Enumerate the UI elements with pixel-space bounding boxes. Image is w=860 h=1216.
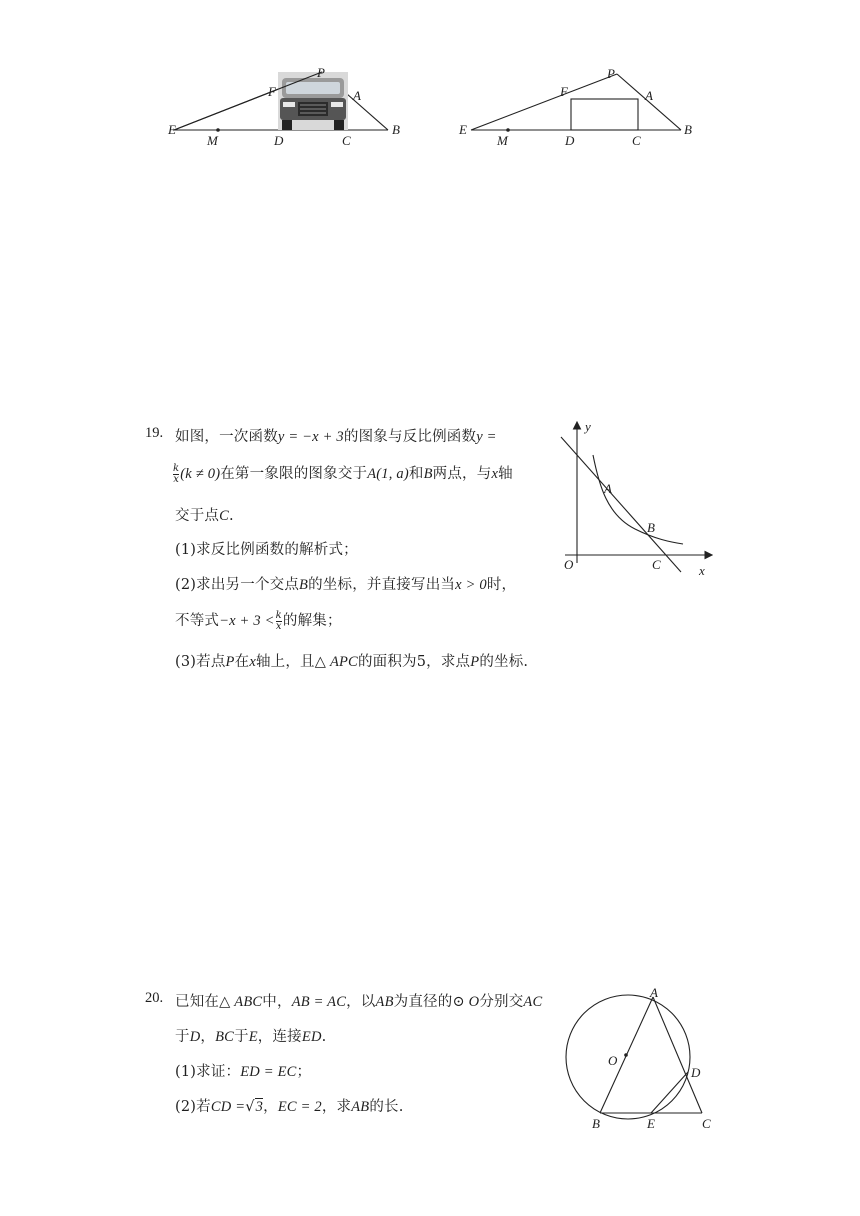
math: EC = 2	[277, 1099, 322, 1115]
right-geometry-figure	[455, 60, 705, 155]
math: C	[219, 508, 229, 524]
text: 交于点	[175, 508, 220, 524]
q19-number: 19.	[145, 425, 164, 441]
text: 的坐标，并直接写出当	[308, 577, 456, 593]
text: .	[228, 508, 234, 524]
label-E: E	[459, 122, 467, 137]
math: x > 0	[455, 577, 487, 593]
denominator: x	[173, 473, 180, 485]
q20-number: 20.	[145, 990, 164, 1006]
car-photo	[278, 72, 348, 130]
label-C: C	[652, 557, 661, 572]
q19-part2-inequality	[175, 609, 342, 632]
math: ⊙ O	[452, 994, 480, 1010]
label-C: C	[632, 133, 641, 148]
point-M	[506, 128, 510, 132]
q19-part1: (1)求反比例函数的解析式；	[175, 542, 358, 558]
label-M: M	[207, 133, 218, 148]
text: (2)若	[175, 1099, 211, 1115]
label-P: P	[607, 66, 615, 81]
label-D: D	[274, 133, 284, 148]
math: −x + 3 <	[219, 613, 275, 629]
segment-EP	[471, 74, 617, 130]
denominator: x	[275, 620, 282, 632]
math: P	[470, 654, 480, 670]
label-C: C	[342, 133, 351, 148]
label-F: F	[268, 84, 276, 99]
text: 于	[234, 1029, 249, 1045]
text: ，连接	[257, 1029, 302, 1045]
numerator: k	[275, 609, 282, 621]
math: ED = EC	[240, 1064, 297, 1080]
label-B: B	[392, 122, 400, 137]
q19-part3	[175, 650, 528, 671]
label-D: D	[565, 133, 575, 148]
label-E: E	[647, 1116, 655, 1131]
math: D	[189, 1029, 201, 1045]
text: 的坐标.	[479, 654, 529, 670]
q19-stem-line2	[172, 462, 513, 485]
text: ，	[200, 1029, 216, 1045]
label-B: B	[647, 520, 655, 535]
numerator: k	[173, 462, 180, 474]
q20-stem-line1	[175, 990, 542, 1011]
segment-AC	[653, 997, 702, 1113]
label-F: F	[560, 84, 568, 99]
text: 在	[234, 654, 250, 670]
math: P	[225, 654, 235, 670]
rectangle-FDCA	[571, 99, 638, 130]
text: (3)若点	[175, 654, 226, 670]
math: B	[299, 577, 309, 593]
label-y: y	[585, 419, 591, 434]
text: .	[321, 1029, 327, 1045]
fraction-k-over-x	[173, 464, 179, 485]
label-B: B	[684, 122, 692, 137]
math: △ ABC	[219, 994, 263, 1010]
q19-part2	[175, 573, 516, 594]
text: 时，	[486, 577, 517, 593]
text: (2)求出另一个交点	[175, 577, 300, 593]
text: 两点，与	[432, 466, 492, 482]
math: (k ≠ 0)	[180, 466, 221, 482]
label-A: A	[353, 88, 361, 103]
text: 和	[408, 466, 424, 482]
label-P: P	[317, 65, 325, 80]
text: 的图象与反比例函数	[343, 429, 477, 445]
math: y = −x + 3	[277, 429, 344, 445]
math: AC	[523, 994, 543, 1010]
text: 不等式	[175, 613, 220, 629]
text: 已知在	[175, 994, 220, 1010]
label-O: O	[608, 1053, 618, 1068]
math: AB	[375, 994, 394, 1010]
text: (1)求证：	[175, 1064, 241, 1080]
q20-part1	[175, 1060, 311, 1081]
text: 轴上，且	[255, 654, 315, 670]
hyperbola-curve	[593, 455, 683, 544]
text: 如图，一次函数	[175, 429, 278, 445]
text: ，以	[346, 994, 376, 1010]
text: 于	[175, 1029, 190, 1045]
text: 在第一象限的图象交于	[220, 466, 368, 482]
math: CD =	[210, 1099, 246, 1115]
text: ；	[296, 1064, 312, 1080]
text: 轴	[498, 466, 513, 482]
math: x	[249, 654, 256, 670]
left-geometry-figure	[160, 60, 420, 155]
math: △ APC	[314, 654, 358, 670]
q20-stem-line2	[175, 1025, 326, 1046]
math: BC	[215, 1029, 235, 1045]
label-D: D	[691, 1065, 701, 1080]
text: ，	[263, 1099, 278, 1115]
segment-ED	[651, 1072, 688, 1113]
sqrt-radicand: 3	[255, 1099, 264, 1115]
math: E	[248, 1029, 258, 1045]
label-E: E	[168, 122, 176, 137]
math: x	[491, 466, 499, 482]
math: B	[423, 466, 433, 482]
label-A: A	[650, 985, 658, 1000]
label-C: C	[702, 1116, 711, 1131]
circle-O	[566, 995, 690, 1119]
label-x: x	[699, 563, 705, 578]
text: 分别交	[479, 994, 524, 1010]
text: 的面积为5，求点	[357, 654, 471, 670]
q20-part2	[175, 1095, 404, 1116]
math: y =	[476, 429, 497, 445]
label-B: B	[592, 1116, 600, 1131]
point-M	[216, 128, 220, 132]
text: 的长.	[369, 1099, 404, 1115]
text: 的解集；	[282, 613, 342, 629]
text: 中，	[262, 994, 292, 1010]
q20-circle-figure	[560, 985, 720, 1135]
label-M: M	[497, 133, 508, 148]
math: AB	[351, 1099, 370, 1115]
line-y-eq-neg-x-plus-3	[561, 437, 681, 572]
math: AB = AC	[291, 994, 347, 1010]
q19-function-graph	[555, 415, 720, 585]
label-O: O	[564, 557, 574, 572]
math: ED	[301, 1029, 322, 1045]
fraction-k-over-x	[276, 611, 282, 632]
sqrt-sign: √	[245, 1099, 255, 1115]
math: A(1, a)	[367, 466, 409, 482]
text: ，求	[321, 1099, 352, 1115]
text: 为直径的	[393, 994, 453, 1010]
q19-stem-line3	[175, 504, 234, 525]
label-A: A	[604, 481, 612, 496]
label-A: A	[645, 88, 653, 103]
q19-stem-line1	[175, 425, 497, 446]
point-O	[624, 1053, 628, 1057]
